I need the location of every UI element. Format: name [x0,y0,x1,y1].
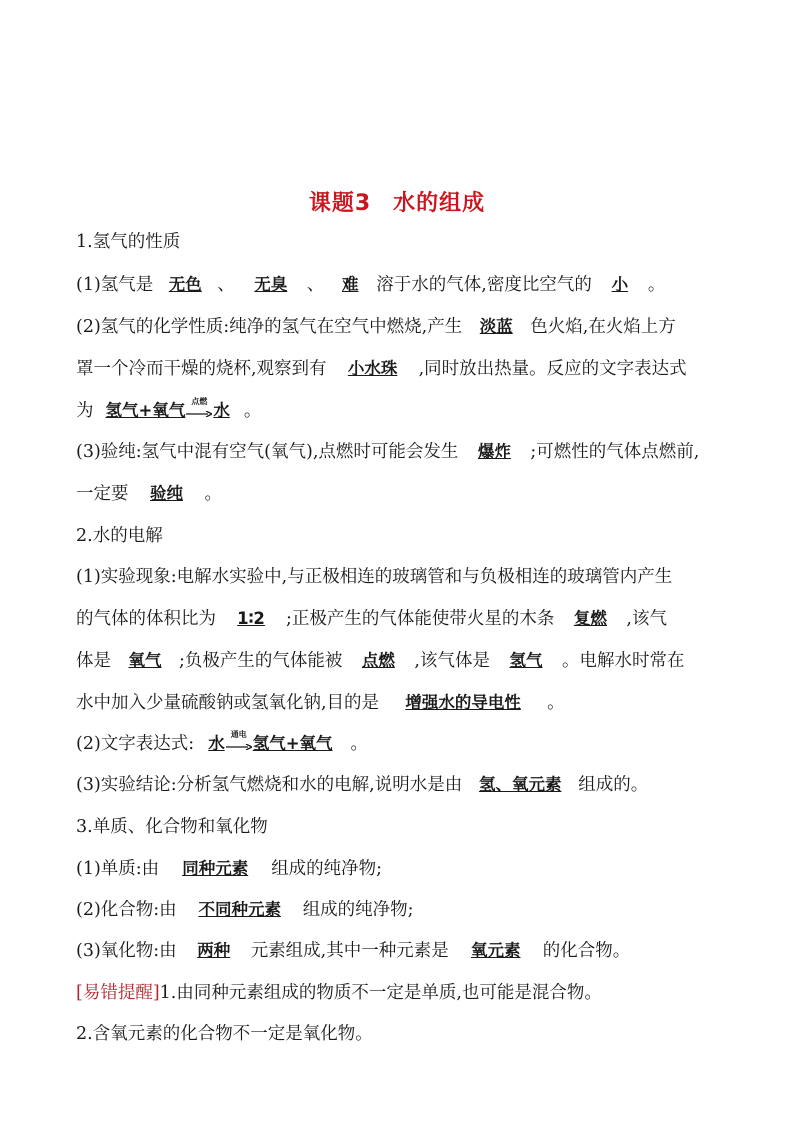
reaction-arrow: 通电 [226,738,252,752]
tip-label: [易错提醒] [76,983,160,1003]
s3-p1-line: (1)单质:由 同种元素 组成的纯净物; [76,855,736,883]
section-1-heading: 1.氢气的性质 [76,232,181,252]
answer-blank: 氢、氧元素 [479,775,562,794]
answer-blank: 同种元素 [182,859,249,878]
s2-p2-line: (2)文字表达式: 水 通电 氢气+氧气 。 [76,730,736,758]
answer-blank: 淡蓝 [479,317,513,336]
tip-line-2: 2.含氧元素的化合物不一定是氧化物。 [76,1024,373,1044]
tip-line-1: [易错提醒]1.由同种元素组成的物质不一定是单质,也可能是混合物。 [76,983,602,1003]
s1-p2-line1: (2)氢气的化学性质:纯净的氢气在空气中燃烧,产生 淡蓝 色火焰,在火焰上方 [76,313,736,341]
answer-blank: 两种 [197,941,231,960]
answer-blank: 无臭 [254,275,288,294]
reaction-arrow: 点燃 [186,405,212,419]
s2-p1-line2: 的气体的体积比为 1∶2 ;正极产生的气体能使带火星的木条 复燃 ,该气 [76,605,736,633]
answer-blank: 爆炸 [477,442,511,461]
s2-p1-line4: 水中加入少量硫酸钠或氢氧化钠,目的是 增强水的导电性 。 [76,689,736,717]
s1-p3-line2: 一定要 验纯 。 [76,480,736,508]
answer-blank: 小 [611,275,629,294]
page-title [0,186,794,217]
s1-p2-line3: 为 氢气+氧气 点燃 水 。 [76,397,736,425]
answer-blank: 无色 [168,275,202,294]
answer-blank: 点燃 [361,651,395,670]
s3-p3-line: (3)氧化物:由 两种 元素组成,其中一种元素是 氧元素 的化合物。 [76,937,736,965]
s3-p2-line: (2)化合物:由 不同种元素 组成的纯净物; [76,896,736,924]
equation-hydrogen-combustion: 氢气+氧气 点燃 水 [105,396,230,420]
answer-blank: 氢气 [509,651,543,670]
s2-p1-line1: (1)实验现象:电解水实验中,与正极相连的玻璃管和与负极相连的玻璃管内产生 [76,567,673,587]
s2-p1-line3: 体是 氧气 ;负极产生的气体能被 点燃 ,该气体是 氢气 。电解水时常在 [76,647,736,675]
section-2-heading: 2.水的电解 [76,526,163,546]
answer-blank: 1∶2 [237,609,265,628]
answer-blank: 验纯 [150,484,183,503]
lesson-number: 课题3 [308,191,372,216]
s1-p1-line: (1)氢气是 无色 、 无臭 、 难 溶于水的气体,密度比空气的 小 。 [76,271,736,299]
s1-p3-line1: (3)验纯:氢气中混有空气(氧气),点燃时可能会发生 爆炸 ;可燃性的气体点燃前, [76,438,736,466]
lesson-name: 水的组成 [393,191,486,216]
answer-blank: 不同种元素 [198,900,281,919]
answer-blank: 小水珠 [347,359,398,378]
answer-blank: 增强水的导电性 [405,693,521,712]
answer-blank: 复燃 [573,609,607,628]
s2-p3-line: (3)实验结论:分析氢气燃烧和水的电解,说明水是由 氢、氧元素 组成的。 [76,771,736,799]
section-3-heading: 3.单质、化合物和氧化物 [76,817,268,837]
answer-blank: 氧气 [128,651,162,670]
answer-blank: 难 [342,275,359,294]
answer-blank: 氧元素 [471,941,521,960]
s1-p2-line2: 罩一个冷而干燥的烧杯,观察到有 小水珠 ,同时放出热量。反应的文字表达式 [76,355,736,383]
equation-water-electrolysis: 水 通电 氢气+氧气 [208,729,333,753]
